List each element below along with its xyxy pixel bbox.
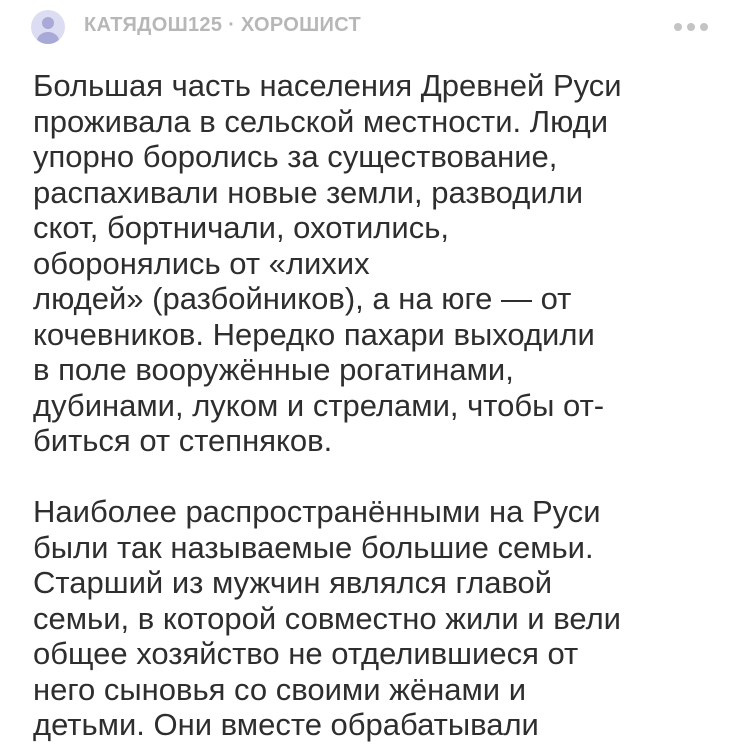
more-dots-icon[interactable]: [672, 16, 710, 38]
author-name[interactable]: КАТЯДОШ125 · ХОРОШИСТ: [84, 14, 361, 36]
answer-paragraph: Большая часть населения Древней Руси проживала в сельской местности. Люди упорно боролись за существование, распахивали новые земли, разводили скот, бортничали, охотились, оборонялись от «лихих людей» (разбойников), а на юге — от кочевников. Нередко пахари выходили в поле вооружённые рогатинами, дубинами, луком и стрелами, чтобы от- биться от степняков.: [33, 68, 622, 458]
answer-text: [33, 68, 723, 743]
answer-paragraph: Наиболее распространёнными на Руси были так называемые большие семьи. Старший из мужчин являлся главой семьи, в которой совместно жили и вели общее хозяйство не отделившиеся от него сыновья со своими жёнами и детьми. Они вместе обрабатывали: [33, 494, 621, 742]
user-avatar-icon[interactable]: [31, 10, 65, 44]
answer-header: [0, 0, 748, 56]
